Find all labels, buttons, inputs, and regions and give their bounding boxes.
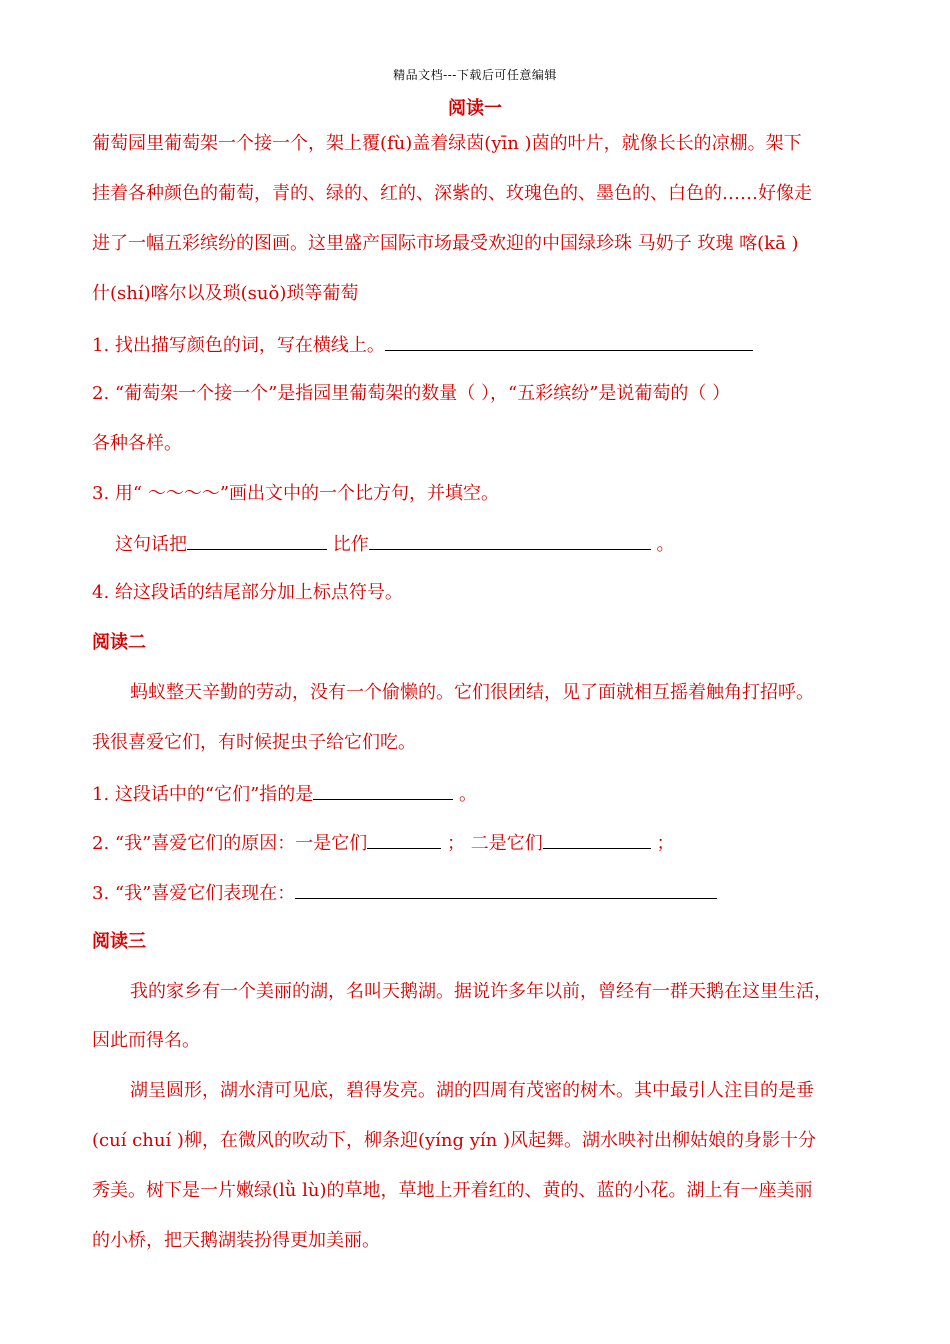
reading2-question-1 xyxy=(92,781,477,807)
reading3-title: 阅读三 xyxy=(92,931,146,952)
question-text: 1. 找出描写颜色的词，写在横线上。 xyxy=(92,335,385,356)
reading2-question-2 xyxy=(92,830,675,856)
reading1-passage-line: 什(shí)喀尔以及琐(suǒ)琐等葡萄 xyxy=(92,283,359,304)
fill-text: 。 xyxy=(650,534,675,555)
reading3-paragraph2-line: 的小桥，把天鹅湖装扮得更加美丽。 xyxy=(92,1230,380,1251)
page-header: 精品文档---下载后可任意编辑 xyxy=(393,68,557,82)
reading3-paragraph2-line: 湖呈圆形，湖水清可见底，碧得发亮。湖的四周有茂密的树木。其中最引人注目的是垂 xyxy=(130,1080,814,1101)
reading1-question-2: 2. “葡萄架一个接一个”是指园里葡萄架的数量（ ），“五彩缤纷”是说葡萄的（ ） xyxy=(92,383,731,404)
fill-text: 这句话把 xyxy=(115,534,187,555)
reading2-question-3 xyxy=(92,880,717,906)
reading1-question-2-cont: 各种各样。 xyxy=(92,433,182,454)
reading1-passage-line: 挂着各种颜色的葡萄，青的、绿的、红的、深紫的、玫瑰色的、墨色的、白色的……好像走 xyxy=(92,183,812,204)
reading1-passage-line: 进了一幅五彩缤纷的图画。这里盛产国际市场最受欢迎的中国绿珍珠 马奶子 玫瑰 喀(kā ) xyxy=(92,233,799,254)
reading3-paragraph2-line: 秀美。树下是一片嫩绿(lǜ lù)的草地，草地上开着红的、黄的、蓝的小花。湖上有一座美丽 xyxy=(92,1180,813,1201)
reading2-passage-line: 蚂蚁整天辛勤的劳动，没有一个偷懒的。它们很团结，见了面就相互摇着触角打招呼。 xyxy=(130,682,814,703)
reading1-question-3: 3. 用“ ～～～～”画出文中的一个比方句，并填空。 xyxy=(92,483,500,504)
answer-blank[interactable] xyxy=(543,830,651,849)
answer-blank[interactable] xyxy=(313,781,453,800)
reading1-question-3-fill xyxy=(115,531,674,557)
reading3-paragraph1-line: 我的家乡有一个美丽的湖，名叫天鹅湖。据说许多年以前，曾经有一群天鹅在这里生活， xyxy=(130,981,832,1002)
fill-text: 比作 xyxy=(327,534,369,555)
question-text: ； 二是它们 xyxy=(441,833,543,854)
reading1-question-4: 4. 给这段话的结尾部分加上标点符号。 xyxy=(92,582,403,603)
answer-blank[interactable] xyxy=(369,531,651,550)
reading1-passage-line: 葡萄园里葡萄架一个接一个，架上覆(fù)盖着绿茵(yīn )茵的叶片，就像长长的凉棚。架下 xyxy=(92,133,802,154)
question-text: 1. 这段话中的“它们”指的是 xyxy=(92,784,314,805)
reading2-passage-line: 我很喜爱它们，有时候捉虫子给它们吃。 xyxy=(92,732,416,753)
reading2-title: 阅读二 xyxy=(92,632,146,653)
answer-blank[interactable] xyxy=(295,880,717,899)
reading3-paragraph2-line: (cuí chuí )柳，在微风的吹动下，柳条迎(yíng yín )风起舞。湖水映衬出柳姑娘的身影十分 xyxy=(92,1130,816,1151)
question-text: 3. “我”喜爱它们表现在： xyxy=(92,883,296,904)
question-text: ； xyxy=(650,833,675,854)
reading3-paragraph1-line: 因此而得名。 xyxy=(92,1030,200,1051)
answer-blank[interactable] xyxy=(385,332,753,351)
answer-blank[interactable] xyxy=(187,531,327,550)
answer-blank[interactable] xyxy=(367,830,441,849)
question-text: 2. “我”喜爱它们的原因：一是它们 xyxy=(92,833,368,854)
reading1-question-1 xyxy=(92,332,753,358)
question-text: 。 xyxy=(453,784,478,805)
reading1-title: 阅读一 xyxy=(448,98,502,119)
